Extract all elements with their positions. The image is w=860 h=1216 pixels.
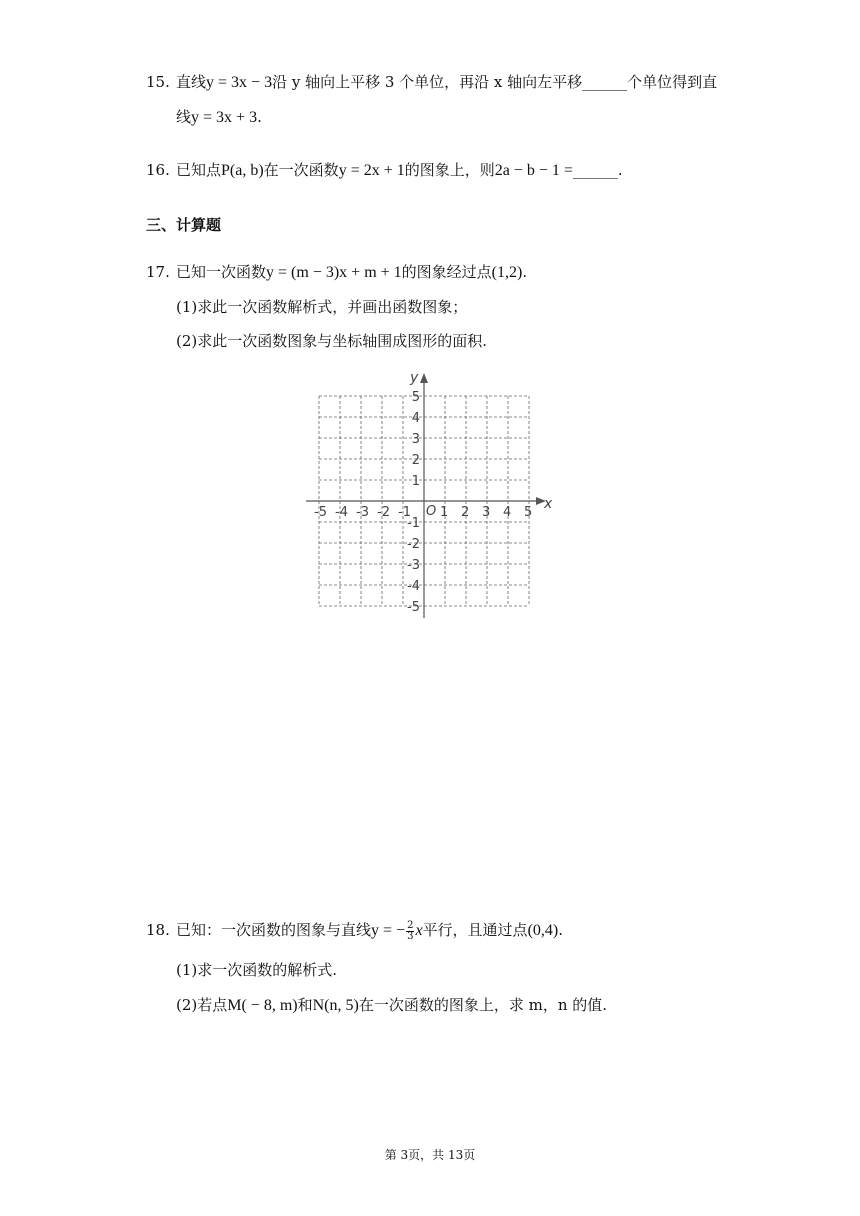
y-tick-label: 5	[411, 390, 420, 405]
q15-text-b: 沿 y 轴向上平移 3 个单位，再沿 x 轴向左平移______个单位得到直	[272, 73, 718, 91]
q18-number: 18.	[146, 921, 170, 939]
q18-text-a: 已知：一次函数的图象与直线	[176, 921, 372, 939]
y-axis-label: y	[410, 370, 419, 386]
x-tick-label: -4	[335, 505, 348, 520]
x-tick-label: -5	[314, 505, 327, 520]
q15-text-c: 线	[176, 108, 192, 126]
q15-text-a: 直线	[176, 73, 207, 91]
y-tick-label: -4	[407, 579, 420, 594]
q16-text-a: 已知点	[176, 161, 222, 179]
x-tick-label: 4	[503, 505, 512, 520]
q17-formula: y = (m − 3)x + m + 1	[266, 264, 402, 281]
q16-expression: 2a − b − 1 =	[494, 162, 573, 179]
q18-text-b: 平行，且通过点	[422, 921, 528, 939]
y-tick-label: -1	[407, 516, 420, 531]
q18-part2	[176, 995, 607, 1016]
q16-formula: y = 2x + 1	[338, 162, 405, 179]
q17-part2: (2)求此一次函数图象与坐标轴围成图形的面积.	[176, 332, 488, 350]
q16-number: 16.	[146, 161, 170, 179]
q18-formula-start: y = −	[371, 922, 406, 939]
tick-labels	[314, 390, 532, 615]
y-axis-arrow-icon	[420, 373, 428, 383]
q18-fraction	[406, 921, 414, 942]
section-title: 三、计算题	[146, 216, 222, 234]
q15-line1	[146, 72, 717, 93]
x-axis-label: x	[544, 496, 553, 512]
q18-point-n: N(n, 5)	[312, 997, 359, 1014]
y-tick-label: -5	[407, 600, 420, 615]
y-tick-label: 4	[411, 411, 420, 426]
y-tick-label: -2	[407, 537, 420, 552]
x-tick-label: -3	[356, 505, 369, 520]
q16-text-b: 在一次函数	[263, 161, 339, 179]
q18-part2-text-b: 和	[297, 996, 313, 1014]
y-tick-label: -3	[407, 558, 420, 573]
page-footer: 第 3页，共 13页	[384, 1148, 476, 1162]
q17-period: .	[522, 263, 528, 281]
q17-number: 17.	[146, 263, 170, 281]
q15-line2	[176, 107, 262, 128]
coordinate-grid	[300, 368, 560, 620]
q16-line	[146, 160, 623, 181]
x-tick-label: -1	[398, 505, 411, 520]
q18-part2-text-c: 在一次函数的图象上，求 m，n 的值.	[358, 996, 608, 1014]
q18-fraction-numerator: 2	[407, 919, 414, 931]
q17-point: (1,2)	[491, 264, 523, 281]
q16-text-c: 的图象上，则	[404, 161, 495, 179]
q17-text-b: 的图象经过点	[401, 263, 492, 281]
y-tick-label: 2	[411, 453, 420, 468]
q17-line	[146, 262, 527, 283]
q18-part1: (1)求一次函数的解析式.	[176, 961, 338, 979]
q15-formula-2: y = 3x + 3	[191, 109, 258, 126]
x-tick-label: 1	[440, 505, 449, 520]
y-tick-label: 3	[411, 432, 420, 447]
y-tick-label: 1	[411, 474, 420, 489]
x-tick-label: 5	[524, 505, 533, 520]
q18-line	[146, 920, 563, 942]
x-tick-label: 3	[482, 505, 491, 520]
x-tick-label: 2	[461, 505, 470, 520]
x-tick-label: -2	[377, 505, 390, 520]
q18-part2-text-a: (2)若点	[176, 996, 228, 1014]
q18-formula-x: x	[415, 922, 423, 939]
q16-point: P(a, b)	[221, 162, 264, 179]
q17-text-a: 已知一次函数	[176, 263, 267, 281]
q18-period: .	[558, 921, 563, 939]
q18-point-m: M( − 8, m)	[227, 997, 298, 1014]
q17-part1: (1)求此一次函数解析式，并画出函数图象；	[176, 298, 468, 316]
q18-fraction-denominator: 3	[407, 930, 414, 942]
q15-formula-1: y = 3x − 3	[206, 74, 273, 91]
q16-blank: ______.	[572, 161, 623, 179]
origin-label: O	[426, 504, 437, 519]
q15-text-d: .	[257, 108, 262, 126]
q15-number: 15.	[146, 73, 170, 91]
q18-point: (0,4)	[527, 922, 559, 939]
